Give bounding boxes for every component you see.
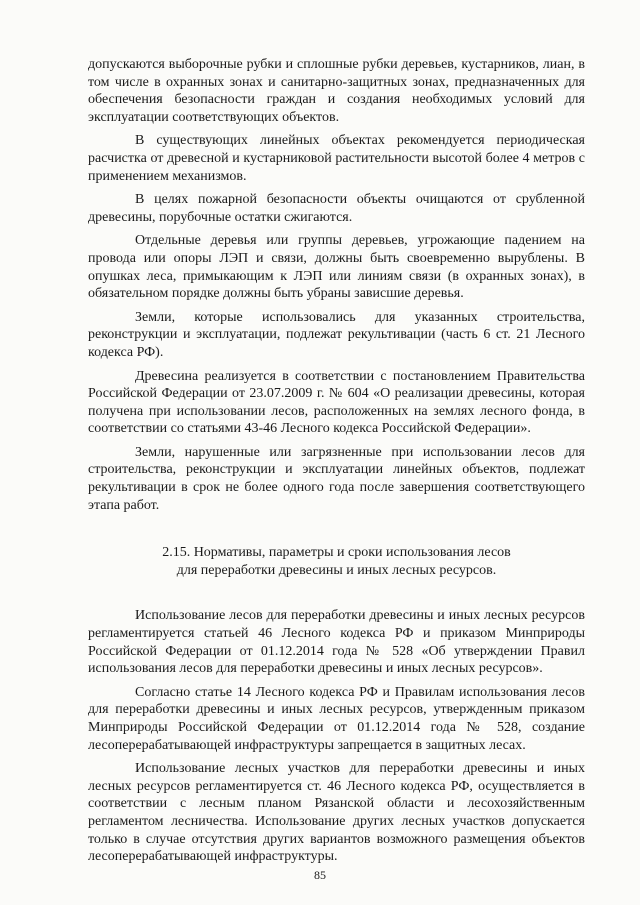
paragraph-disturbed-lands: Земли, нарушенные или загрязненные при использовании лесов для строительства, реконструкции и эксплуатации линейных объектов, подлежат рекультивации в срок не более одного года после завершения соответствующего этапа работ. (88, 444, 585, 513)
document-body (88, 56, 585, 866)
paragraph-clearing: В существующих линейных объектах рекомендуется периодическая расчистка от древесной и кустарниковой растительности высотой более 4 метров с применением механизмов. (88, 133, 585, 184)
paragraph-fire-safety: В целях пожарной безопасности объекты очищаются от срубленной древесины, порубочные остатки сжигаются. (88, 192, 585, 225)
paragraph-reclamation-lands: Земли, которые использовались для указанных строительства, реконструкции и эксплуатации, подлежат рекультивации (часть 6 ст. 21 Лесного кодекса РФ). (88, 309, 585, 360)
page-number: 85 (314, 868, 326, 882)
paragraph-hazard-trees: Отдельные деревья или группы деревьев, угрожающие падением на провода или опоры ЛЭП и связи, должны быть своевременно вырублены. В опушках леса, примыкающим к ЛЭП или линиям связи (в охранных зонах), в обязательном порядке должны быть убраны зависшие деревья. (88, 233, 585, 302)
paragraph-forest-plot-use: Использование лесных участков для переработки древесины и иных лесных ресурсов регламентируется ст. 46 Лесного кодекса РФ, осуществляется в соответствии с лесным планом Рязанской области и лесохозяйственным регламентом лесничества. Использование других лесных участков допускается только в случае отсутствия других вариантов возможного размещения объектов лесоперерабатывающей инфраструктуры. (88, 761, 585, 865)
paragraph-timber-sale: Древесина реализуется в соответствии с постановлением Правительства Российской Федерации от 23.07.2009 г. № 604 «О реализации древесины, которая получена при использовании лесов, расположенных на землях лесного фонда, в соответствии со статьями 43-46 Лесного кодекса Российской Федерации». (88, 368, 585, 437)
paragraph-continuation: допускаются выборочные рубки и сплошные рубки деревьев, кустарников, лиан, в том числе в охранных зонах и санитарно-защитных зонах, предназначенных для обеспечения безопасности граждан и создания необходимых условий для эксплуатации соответствующих объектов. (88, 57, 585, 125)
paragraph-processing-regulation: Использование лесов для переработки древесины и иных лесных ресурсов регламентируется статьей 46 Лесного кодекса РФ и приказом Минприроды Российской Федерации от 01.12.2014 года № 528 «Об утверждении Правил использования лесов для переработки древесины и иных лесных ресурсов». (88, 608, 585, 677)
section-title-line2: для переработки древесины и иных лесных ресурсов. (176, 562, 497, 578)
paragraph-protective-forests: Согласно статье 14 Лесного кодекса РФ и Правилам использования лесов для переработки древесины и иных лесных ресурсов, утвержденным приказом Минприроды Российской Федерации от 01.12.2014 года № 528, создание лесоперерабатывающей инфраструктуры запрещается в защитных лесах. (88, 684, 585, 753)
section-heading (88, 544, 585, 579)
section-title-line1: 2.15. Нормативы, параметры и сроки использования лесов (162, 545, 511, 561)
